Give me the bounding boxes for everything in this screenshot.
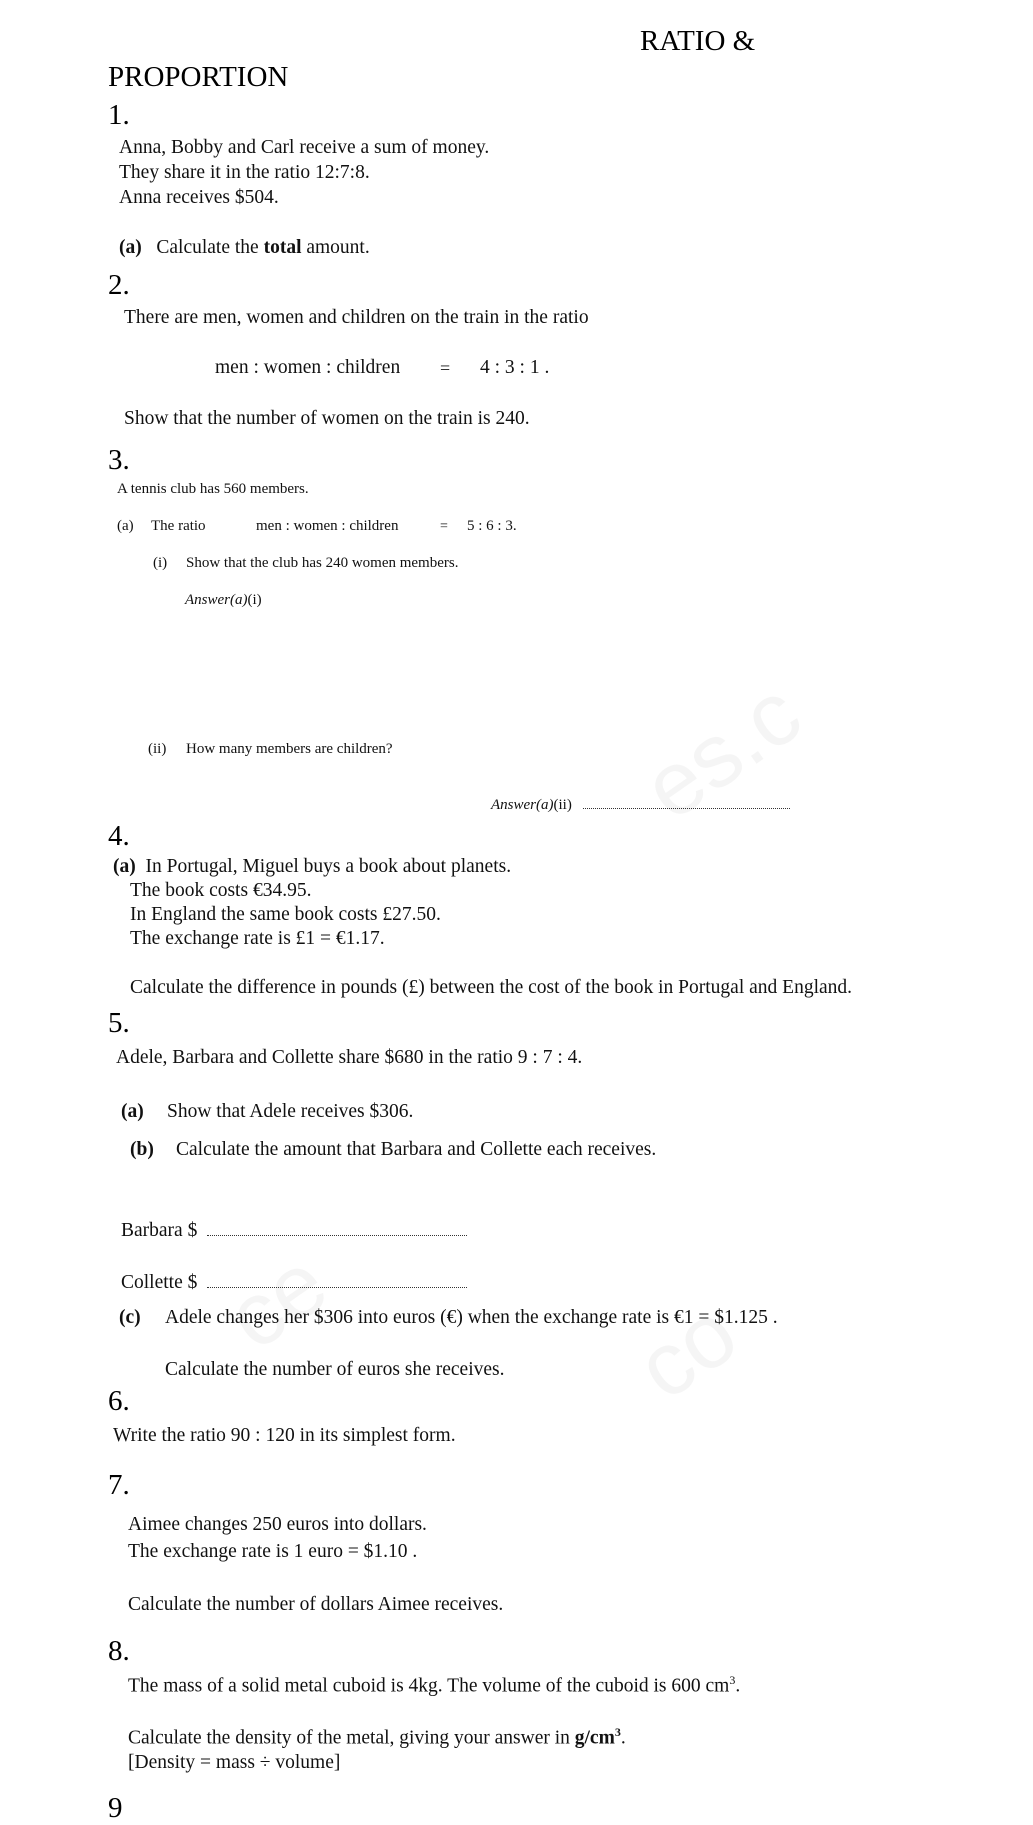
q8-line1-post: .: [735, 1675, 741, 1697]
question-6-number: 6.: [108, 1385, 130, 1417]
question-2-number: 2.: [108, 269, 130, 301]
q3-part-a-values: 5 : 6 : 3.: [467, 518, 517, 534]
q2-ratio-right: 4 : 3 : 1 .: [480, 357, 550, 378]
q2-line3: Show that the number of women on the train is 240.: [124, 408, 530, 429]
q3-answer-aii-suffix: (ii): [553, 797, 572, 813]
q3-answer-ai-suffix: (i): [247, 592, 262, 608]
q8-line2-unit: g/cm: [574, 1727, 615, 1749]
q3-answer-ai-italic: Answer(a): [185, 592, 248, 608]
q8-line2-post: .: [620, 1727, 626, 1749]
q3-line1: A tennis club has 560 members.: [117, 481, 309, 497]
q4-line4: The exchange rate is £1 = €1.17.: [130, 928, 385, 949]
q5-part-b-label: (b): [130, 1139, 154, 1160]
q5-part-a-text: Show that Adele receives $306.: [167, 1101, 414, 1122]
q1-part-a-text-pre: Calculate the: [156, 237, 264, 258]
q3-answer-ai: [185, 592, 262, 609]
q1-line2: They share it in the ratio 12:7:8.: [119, 162, 370, 183]
q8-line2-text: Calculate the density of the metal, giving your answer in: [128, 1727, 575, 1749]
q8-line2: [128, 1726, 626, 1750]
q5-barbara-line[interactable]: [207, 1234, 467, 1236]
q5-part-a-label: (a): [121, 1101, 144, 1122]
question-3-number: 3.: [108, 444, 130, 476]
q3-part-a-ratio: men : women : children: [256, 518, 399, 534]
page-title-line1: RATIO &: [640, 25, 756, 57]
q5-part-b-text: Calculate the amount that Barbara and Collette each receives.: [176, 1139, 657, 1160]
q7-line1: Aimee changes 250 euros into dollars.: [128, 1514, 427, 1535]
question-1-number: 1.: [108, 99, 130, 131]
q4-line1-text: In Portugal, Miguel buys a book about planets.: [145, 856, 512, 877]
q5-collette-label: Collette $: [121, 1272, 198, 1293]
q3-part-aii-label: (ii): [148, 741, 167, 757]
q1-part-a: [119, 237, 370, 259]
question-5-number: 5.: [108, 1007, 130, 1039]
q3-part-ai-label: (i): [153, 555, 168, 571]
question-7-number: 7.: [108, 1469, 130, 1501]
q3-answer-aii: [491, 797, 790, 814]
q3-answer-aii-italic: Answer(a): [491, 797, 554, 813]
q5-part-c-label: (c): [119, 1307, 141, 1328]
q4-line1: [113, 856, 511, 878]
q5-barbara-label: Barbara $: [121, 1220, 198, 1241]
watermark: [619, 1282, 756, 1421]
q7-line2: The exchange rate is 1 euro = $1.10 .: [128, 1541, 418, 1562]
question-9-number: 9: [108, 1792, 123, 1824]
q5-line1: Adele, Barbara and Collette share $680 in the ratio 9 : 7 : 4.: [116, 1047, 583, 1068]
q2-ratio-equals: =: [440, 358, 451, 378]
q2-ratio-left: men : women : children: [215, 357, 401, 378]
q5-collette-line[interactable]: [207, 1286, 467, 1288]
q1-part-a-label: (a): [119, 237, 142, 258]
q6-line1: Write the ratio 90 : 120 in its simplest form.: [113, 1425, 456, 1446]
q1-part-a-text-post: amount.: [301, 237, 370, 258]
q3-part-aii-text: How many members are children?: [186, 741, 393, 757]
q8-line1: [128, 1674, 740, 1698]
q5-part-c-text2: Calculate the number of euros she receives.: [165, 1359, 505, 1380]
q5-barbara-answer: [121, 1220, 467, 1242]
q3-part-a-text: The ratio: [151, 518, 206, 534]
page-title-line2: PROPORTION: [108, 61, 289, 93]
q4-line2: The book costs €34.95.: [130, 880, 312, 901]
q8-line2-sup: 3: [614, 1725, 621, 1739]
question-4-number: 4.: [108, 820, 130, 852]
question-8-number: 8.: [108, 1635, 130, 1667]
q5-part-c-text: Adele changes her $306 into euros (€) when the exchange rate is €1 = $1.125 .: [165, 1307, 778, 1328]
q1-line3: Anna receives $504.: [119, 187, 279, 208]
q4-line5: Calculate the difference in pounds (£) between the cost of the book in Portugal and England.: [130, 977, 853, 998]
q3-answer-aii-line[interactable]: [583, 807, 790, 809]
watermark: [209, 1232, 346, 1371]
q4-line3: In England the same book costs £27.50.: [130, 904, 441, 925]
q8-line3: [Density = mass ÷ volume]: [128, 1752, 341, 1773]
q7-line3: Calculate the number of dollars Aimee receives.: [128, 1594, 504, 1615]
q3-part-a-label: (a): [117, 518, 134, 534]
q8-line1-sup: 3: [729, 1673, 736, 1687]
q4-part-a-label: (a): [113, 856, 136, 877]
q5-collette-answer: [121, 1272, 467, 1294]
q1-line1: Anna, Bobby and Carl receive a sum of money.: [119, 137, 490, 158]
q8-line1-text: The mass of a solid metal cuboid is 4kg. The volume of the cuboid is 600 cm: [128, 1675, 730, 1697]
q3-part-a-equals: =: [440, 519, 448, 534]
q1-part-a-bold: total: [263, 237, 302, 258]
q3-part-ai-text: Show that the club has 240 women members.: [186, 555, 459, 571]
q2-line1: There are men, women and children on the train in the ratio: [124, 307, 589, 328]
